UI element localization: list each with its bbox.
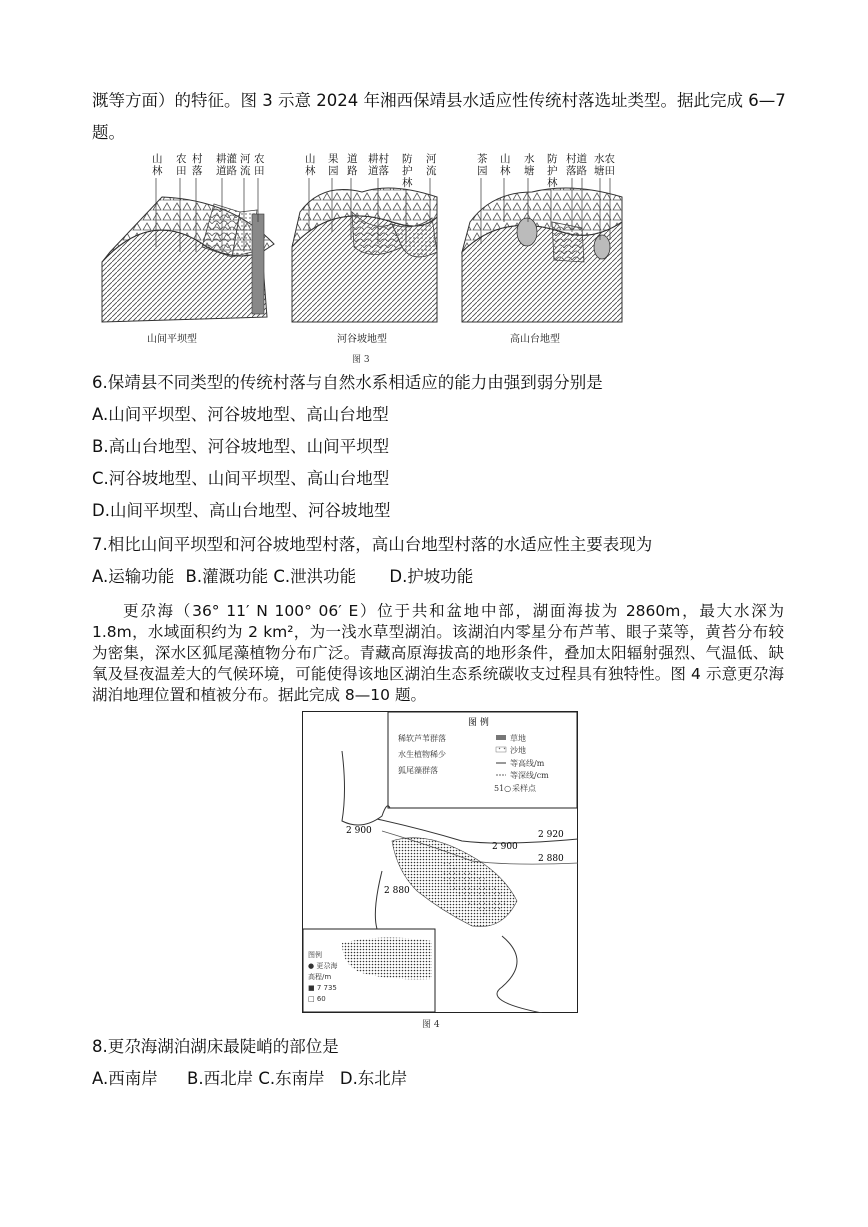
svg-text:防: 防 [547, 153, 558, 165]
q8-option-c: C.东南岸 [258, 1069, 325, 1088]
figure-4 [302, 711, 578, 1013]
q7-stem: 7.相比山间平坝型和河谷坡地型村落，高山台地型村落的水适应性主要表现为 [92, 535, 653, 554]
contour-label-3: 2 880 [538, 854, 564, 864]
figure-4-map [302, 711, 578, 1013]
svg-text:村: 村 [192, 153, 203, 165]
block-gaoshan-taidi [462, 152, 622, 345]
intro-line-2: 题。 [92, 123, 125, 142]
q6-option-a: A.山间平坝型、河谷坡地型、高山台地型 [92, 405, 389, 424]
svg-text:河: 河 [426, 153, 437, 165]
svg-text:护: 护 [547, 165, 558, 177]
legend-left-0: 稀软芦苇群落 [398, 734, 446, 743]
inset-legend-2: 高程/m [308, 973, 332, 981]
svg-text:落路: 落路 [566, 165, 587, 177]
block-hegu-podi [292, 152, 437, 345]
svg-text:田: 田 [254, 165, 265, 177]
svg-text:果: 果 [328, 153, 339, 165]
legend-left-1: 水生植物稀少 [398, 750, 446, 759]
svg-text:农: 农 [254, 153, 265, 165]
svg-text:园: 园 [477, 165, 488, 177]
intro-line-1: 溉等方面）的特征。图 3 示意 2024 年湘西保靖县水适应性传统村落选址类型。据此完成 6—7 [92, 91, 786, 110]
svg-text:耕灌: 耕灌 [216, 153, 237, 165]
q7-option-c: C.泄洪功能 [273, 567, 357, 586]
svg-text:林: 林 [152, 165, 163, 177]
figure-3-caption: 图 3 [352, 355, 370, 365]
svg-text:林: 林 [305, 165, 316, 177]
q8-option-a: A.西南岸 [92, 1069, 158, 1088]
svg-text:村道: 村道 [566, 153, 587, 165]
q7-options [92, 566, 473, 588]
svg-text:林: 林 [402, 177, 413, 189]
svg-text:道落: 道落 [368, 165, 389, 177]
legend-right-1: 沙地 [510, 746, 526, 755]
svg-text:农: 农 [176, 153, 187, 165]
block-shanjian-pingba [102, 152, 274, 345]
block-2-name: 河谷坡地型 [337, 334, 387, 345]
q8-option-b: B.西北岸 [187, 1069, 254, 1088]
svg-text:护: 护 [402, 165, 413, 177]
svg-text:流: 流 [240, 165, 251, 177]
inset-legend-3: ■ 7 735 [308, 984, 337, 992]
figure-4-caption: 图 4 [422, 1020, 440, 1030]
q6-option-b: B.高山台地型、河谷坡地型、山间平坝型 [92, 437, 390, 456]
svg-text:山: 山 [500, 153, 511, 165]
svg-text:河: 河 [240, 153, 251, 165]
q6-stem: 6.保靖县不同类型的传统村落与自然水系相适应的能力由强到弱分别是 [92, 373, 603, 392]
contour-label-4: 2 880 [384, 886, 410, 896]
svg-text:水: 水 [524, 153, 535, 165]
q7-option-a: A.运输功能 [92, 567, 175, 586]
inset-legend-0: 图例 [308, 951, 322, 959]
svg-text:水农: 水农 [594, 153, 615, 165]
svg-text:田: 田 [176, 165, 187, 177]
contour-label-0: 2 900 [346, 826, 372, 836]
figure-3 [92, 152, 632, 367]
contour-label-1: 2 920 [538, 830, 564, 840]
svg-text:林: 林 [500, 165, 511, 177]
svg-text:园: 园 [328, 165, 339, 177]
q8-stem: 8.更尕海湖泊湖床最陡峭的部位是 [92, 1037, 339, 1056]
legend-right-2: 等高线/m [510, 759, 545, 768]
block-1-name: 山间平坝型 [147, 334, 197, 345]
q7-option-d: D.护坡功能 [389, 567, 474, 586]
q6-option-d: D.山间平坝型、高山台地型、河谷坡地型 [92, 501, 391, 520]
svg-text:路: 路 [347, 165, 358, 177]
svg-text:落: 落 [192, 165, 203, 177]
svg-text:山: 山 [305, 153, 316, 165]
svg-text:防: 防 [402, 153, 413, 165]
inset-legend-4: □ 60 [308, 995, 326, 1003]
inset-legend-1: ● 更尕海 [308, 962, 338, 970]
svg-text:塘: 塘 [524, 165, 535, 177]
legend-title: 图 例 [468, 718, 489, 728]
svg-text:林: 林 [547, 177, 558, 189]
legend-sample-marker: 51○ [494, 784, 512, 793]
q6-option-c: C.河谷坡地型、山间平坝型、高山台地型 [92, 469, 390, 488]
contour-label-2: 2 900 [492, 842, 518, 852]
legend-right-3: 等深线/cm [510, 771, 549, 780]
legend-right-4: 采样点 [512, 784, 536, 793]
q8-options [92, 1068, 407, 1090]
legend-left-2: 狐尾藻群落 [398, 766, 438, 775]
svg-text:耕村: 耕村 [368, 153, 389, 165]
figure-3-diagram [92, 152, 632, 367]
q7-option-b: B.灌溉功能 [185, 567, 269, 586]
svg-text:道: 道 [347, 153, 358, 165]
svg-text:流: 流 [426, 165, 437, 177]
svg-text:道路: 道路 [216, 165, 237, 177]
svg-text:塘田: 塘田 [594, 165, 615, 177]
q8-option-d: D.东北岸 [339, 1069, 408, 1088]
block-3-name: 高山台地型 [510, 334, 560, 345]
b1-label-0: 山 [152, 153, 163, 165]
legend-right-0: 草地 [510, 734, 526, 743]
passage-gengga-lake: 更尕海（36° 11′ N 100° 06′ E）位于共和盆地中部，湖面海拔为 2860m，最大水深为 1.8m，水域面积约为 2 km²，为一浅水草型湖泊。该湖泊内零星分布芦苇、眼子菜等，黄苔分布较为密集，深水区狐尾藻植物分布广泛。青藏高原海拔高的地形条件，叠加太阳辐射强烈、气温低、缺氧及昼夜温差大的气候环境，可能使得该地区湖泊生态系统碳收支过程具有独特性。图 4 示意更尕海湖泊地理位置和植被分布。据此完成 8—10 题。 [92, 602, 784, 704]
svg-text:茶: 茶 [477, 153, 488, 165]
